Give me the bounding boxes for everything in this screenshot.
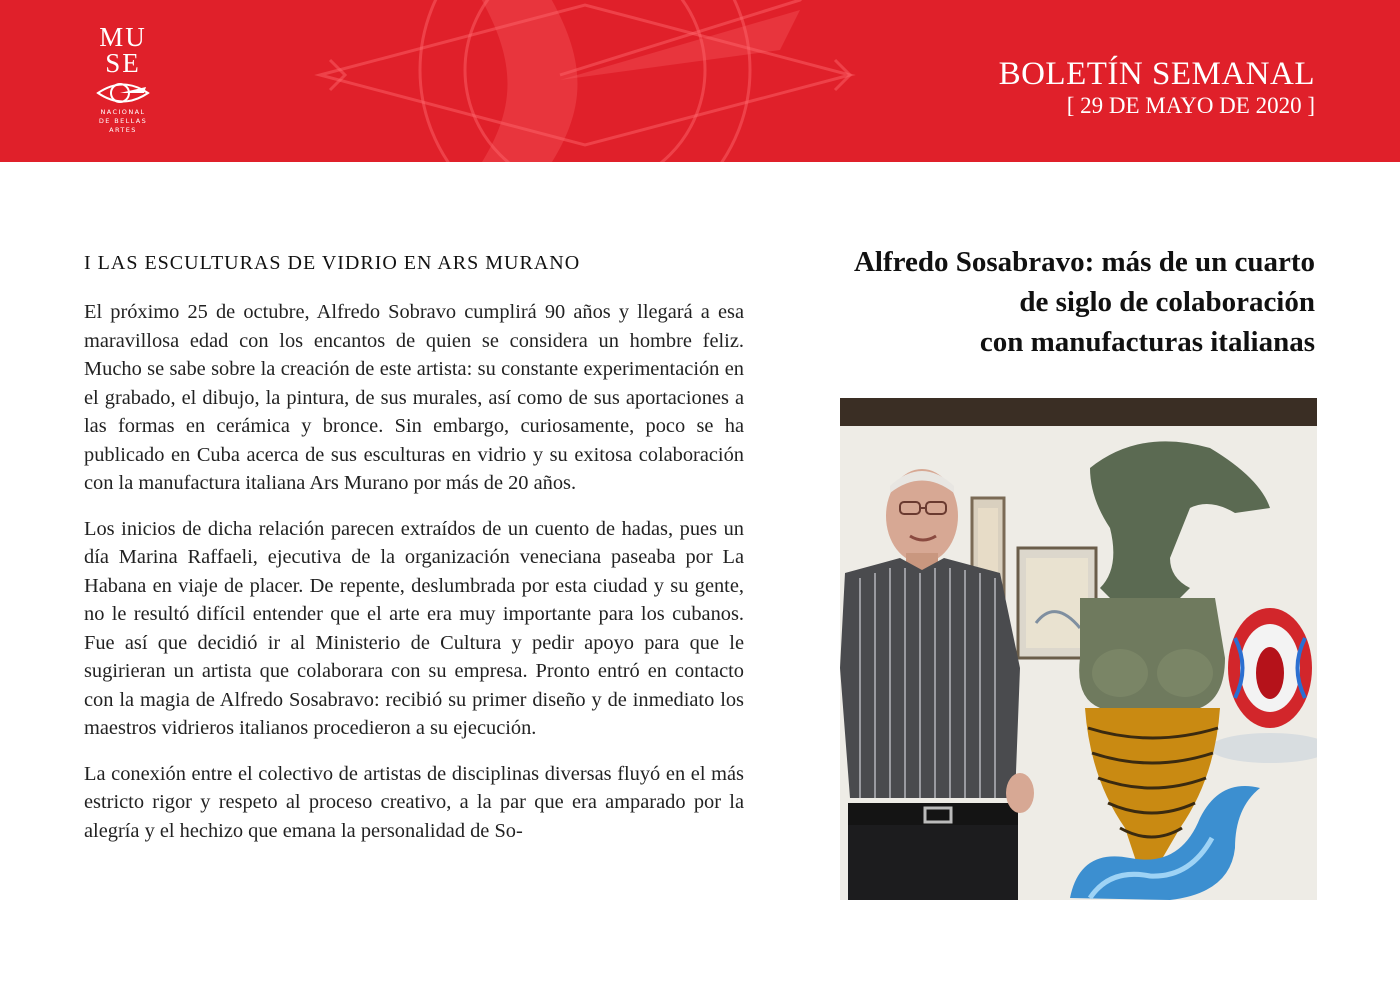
article-title-line3: con manufacturas italianas bbox=[979, 326, 1315, 358]
bulletin-date: [ 29 DE MAYO DE 2020 ] bbox=[1066, 93, 1315, 118]
photo-artist-with-glass-sculpture bbox=[840, 398, 1317, 900]
section-heading: I LAS ESCULTURAS DE VIDRIO EN ARS MURANO bbox=[84, 252, 581, 274]
article-paragraph: El próximo 25 de octubre, Alfredo Sobravo cumplirá 90 años y llegará a esa maravillosa edad con los encantos de quien se considera un hombre feliz. Mucho se sabe sobre la creación de este artista: su constante experimentación en el grabado, el dibujo, la pintura, de sus murales, así como de sus aportaciones a las formas en cerámica y bronce. Sin embargo, curiosamente, poco se ha publicado en Cuba acerca de sus esculturas en vidrio y su exitosa colaboración con la manufactura italiana Ars Murano por más de 20 años. bbox=[84, 301, 744, 494]
logo-subtitle-line1: NACIONAL bbox=[100, 108, 146, 116]
article-paragraph: Los inicios de dicha relación parecen extraídos de un cuento de hadas, pues un día Marina Raffaeli, ejecutiva de la organización veneciana paseaba por La Habana en viaje de placer. De repente, deslumbrada por esta ciudad y su gente, no le resultó difícil entender que el arte era muy importante para los cubanos. Fue así que decidió ir al Ministerio de Cultura y pedir apoyo para que le sugirieran un artista que colaborara con su empresa. Pronto entró en contacto con la magia de Alfredo Sosabravo: recibió su primer diseño y de inmediato los maestros vidrieros italianos procedieron a su ejecución. bbox=[84, 517, 744, 739]
logo-subtitle-line3: ARTES bbox=[109, 126, 137, 134]
article-title-line2: de siglo de colaboración bbox=[1019, 286, 1315, 318]
logo-subtitle-line2: DE BELLAS bbox=[98, 117, 148, 125]
article-title bbox=[795, 242, 1315, 362]
logo-eye-icon bbox=[94, 78, 152, 108]
article-title-line1: Alfredo Sosabravo: más de un cuarto bbox=[853, 246, 1315, 278]
article-photo bbox=[840, 398, 1317, 900]
article-body bbox=[84, 298, 744, 908]
header-banner bbox=[0, 0, 1400, 162]
bulletin-title: BOLETÍN SEMANAL bbox=[998, 56, 1315, 92]
article-paragraph: La conexión entre el colectivo de artistas de disciplinas diversas fluyó en el más estricto rigor y respeto al proceso creativo, a la par que era amparado por la alegría y el hechizo que emana la personalidad de So- bbox=[84, 762, 744, 842]
museum-logo[interactable] bbox=[90, 24, 156, 144]
logo-wordmark-line1: MU bbox=[99, 22, 147, 52]
logo-wordmark-line2: SE bbox=[105, 48, 141, 78]
bulletin-info bbox=[999, 56, 1315, 120]
